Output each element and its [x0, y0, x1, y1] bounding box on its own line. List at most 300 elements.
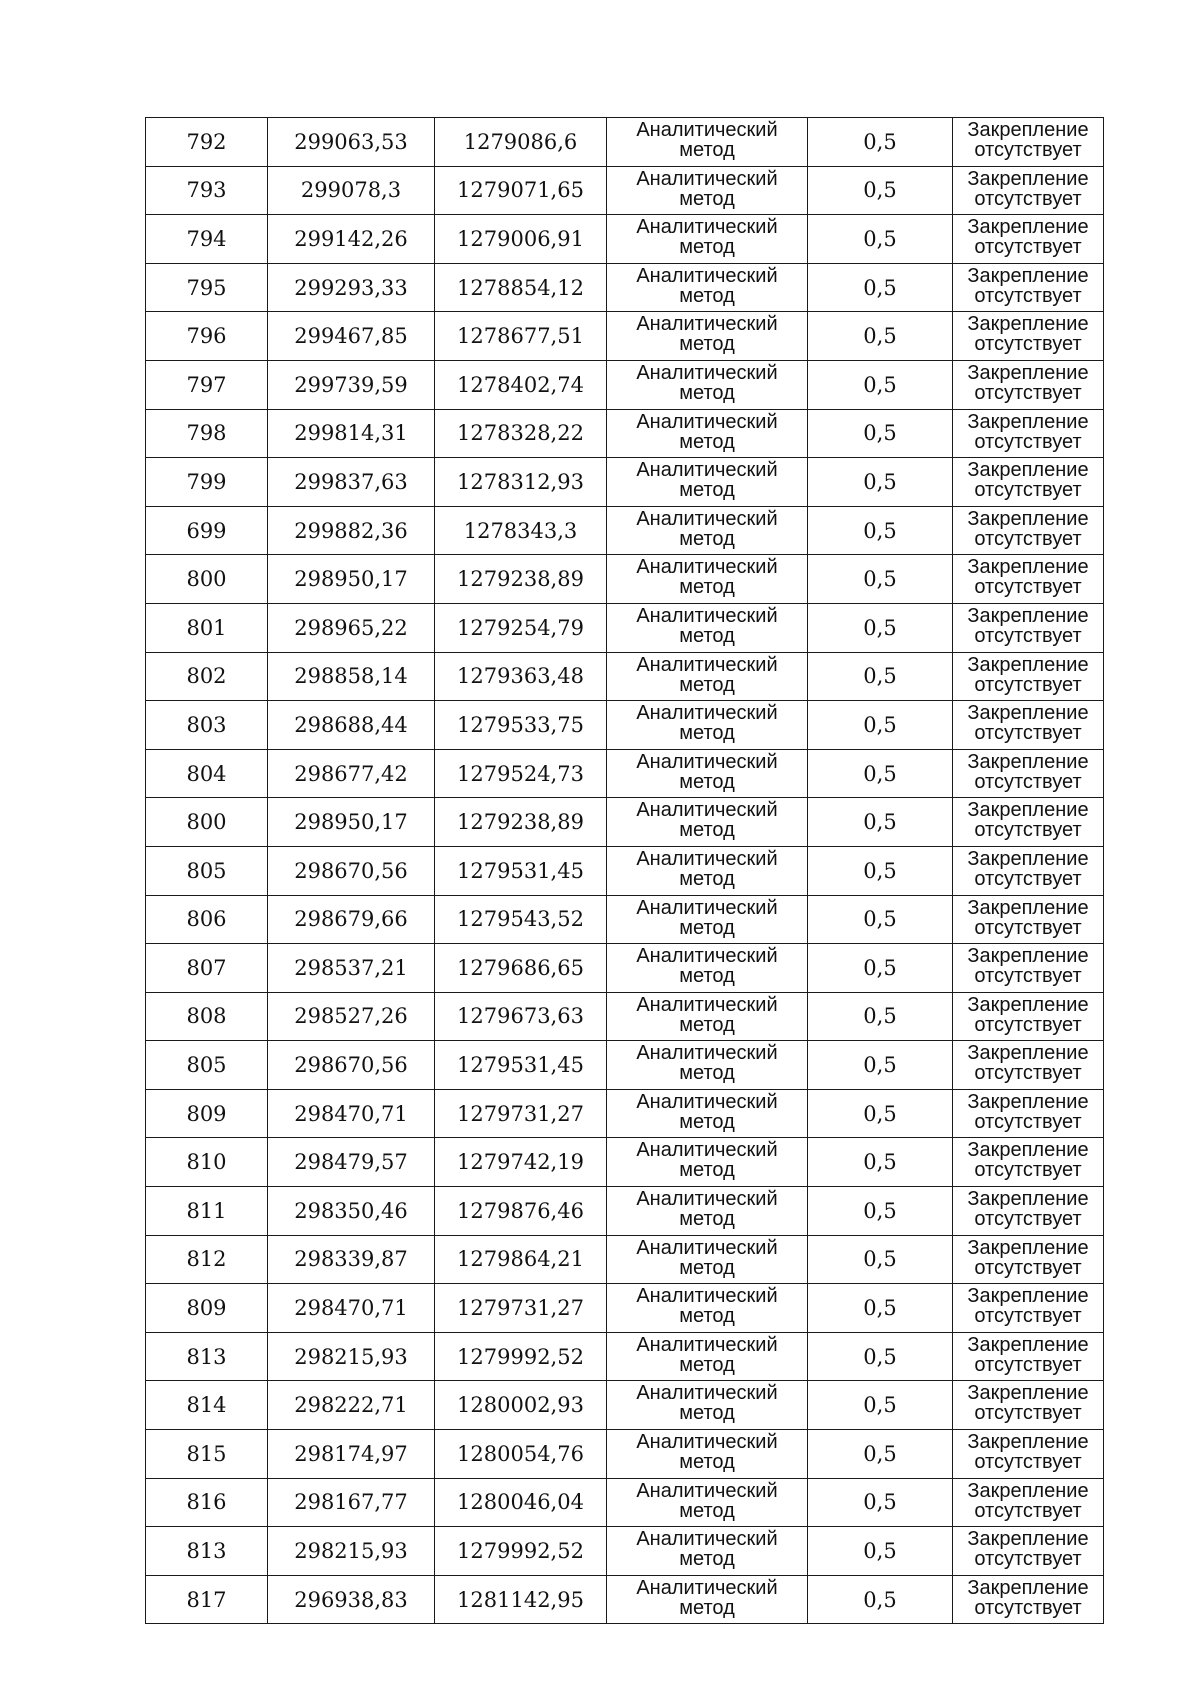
fixation-cell: [953, 749, 1104, 798]
point-number-cell: 804: [146, 749, 268, 798]
method-cell: [607, 603, 808, 652]
fixation-line: Закрепление: [967, 1576, 1089, 1599]
point-number-cell: 810: [146, 1138, 268, 1187]
fixation-line: Закрепление: [967, 361, 1089, 384]
fixation-cell: [953, 263, 1104, 312]
method-line: метод: [679, 479, 735, 502]
accuracy-cell: 0,5: [808, 603, 953, 652]
x-coordinate-cell: 298350,46: [268, 1187, 435, 1236]
fixation-line: отсутствует: [974, 1110, 1082, 1133]
accuracy-cell: 0,5: [808, 1187, 953, 1236]
method-line: метод: [679, 673, 735, 696]
method-line: метод: [679, 624, 735, 647]
accuracy-cell: 0,5: [808, 458, 953, 507]
accuracy-cell: 0,5: [808, 895, 953, 944]
coordinates-table-body: [146, 118, 1104, 1624]
fixation-cell: [953, 312, 1104, 361]
fixation-cell: [953, 944, 1104, 993]
accuracy-cell: 0,5: [808, 1138, 953, 1187]
fixation-cell: [953, 1284, 1104, 1333]
x-coordinate-cell: 298339,87: [268, 1235, 435, 1284]
method-line: метод: [679, 333, 735, 356]
point-number-cell: 798: [146, 409, 268, 458]
method-line: метод: [679, 1013, 735, 1036]
method-line: Аналитический: [636, 1042, 778, 1065]
method-line: Аналитический: [636, 556, 778, 579]
fixation-line: отсутствует: [974, 381, 1082, 404]
point-number-cell: 797: [146, 360, 268, 409]
x-coordinate-cell: 299078,3: [268, 166, 435, 215]
fixation-line: Закрепление: [967, 1382, 1089, 1405]
method-line: метод: [679, 722, 735, 745]
method-cell: [607, 701, 808, 750]
y-coordinate-cell: 1281142,95: [435, 1575, 607, 1624]
method-cell: [607, 1575, 808, 1624]
point-number-cell: 796: [146, 312, 268, 361]
table-row: [146, 1478, 1104, 1527]
method-line: метод: [679, 965, 735, 988]
accuracy-cell: 0,5: [808, 652, 953, 701]
x-coordinate-cell: 298222,71: [268, 1381, 435, 1430]
method-cell: [607, 944, 808, 993]
method-cell: [607, 458, 808, 507]
method-line: метод: [679, 381, 735, 404]
table-row: [146, 1381, 1104, 1430]
method-line: метод: [679, 1596, 735, 1619]
method-line: Аналитический: [636, 1382, 778, 1405]
table-row: [146, 458, 1104, 507]
fixation-cell: [953, 798, 1104, 847]
fixation-line: отсутствует: [974, 333, 1082, 356]
x-coordinate-cell: 298470,71: [268, 1089, 435, 1138]
fixation-cell: [953, 555, 1104, 604]
table-row: [146, 944, 1104, 993]
accuracy-cell: 0,5: [808, 1381, 953, 1430]
x-coordinate-cell: 299293,33: [268, 263, 435, 312]
fixation-line: отсутствует: [974, 1305, 1082, 1328]
x-coordinate-cell: 298950,17: [268, 798, 435, 847]
fixation-cell: [953, 1138, 1104, 1187]
fixation-line: отсутствует: [974, 673, 1082, 696]
table-row: [146, 1575, 1104, 1624]
y-coordinate-cell: 1279363,48: [435, 652, 607, 701]
y-coordinate-cell: 1279686,65: [435, 944, 607, 993]
accuracy-cell: 0,5: [808, 166, 953, 215]
fixation-line: Закрепление: [967, 1479, 1089, 1502]
fixation-line: отсутствует: [974, 1013, 1082, 1036]
method-line: метод: [679, 430, 735, 453]
fixation-cell: [953, 1187, 1104, 1236]
fixation-line: отсутствует: [974, 965, 1082, 988]
table-row: [146, 1284, 1104, 1333]
x-coordinate-cell: 298858,14: [268, 652, 435, 701]
point-number-cell: 816: [146, 1478, 268, 1527]
fixation-line: отсутствует: [974, 139, 1082, 161]
fixation-line: отсутствует: [974, 1353, 1082, 1376]
method-cell: [607, 506, 808, 555]
method-line: Аналитический: [636, 1139, 778, 1162]
fixation-line: отсутствует: [974, 187, 1082, 210]
fixation-line: Закрепление: [967, 1090, 1089, 1113]
accuracy-cell: 0,5: [808, 312, 953, 361]
y-coordinate-cell: 1279006,91: [435, 215, 607, 264]
table-row: [146, 1089, 1104, 1138]
fixation-line: Закрепление: [967, 604, 1089, 627]
fixation-line: отсутствует: [974, 1159, 1082, 1182]
fixation-line: отсутствует: [974, 916, 1082, 939]
method-line: Аналитический: [636, 216, 778, 239]
fixation-cell: [953, 1332, 1104, 1381]
fixation-line: Закрепление: [967, 799, 1089, 822]
y-coordinate-cell: 1280002,93: [435, 1381, 607, 1430]
fixation-line: отсутствует: [974, 1208, 1082, 1231]
x-coordinate-cell: 298527,26: [268, 992, 435, 1041]
point-number-cell: 808: [146, 992, 268, 1041]
x-coordinate-cell: 298688,44: [268, 701, 435, 750]
point-number-cell: 805: [146, 1041, 268, 1090]
point-number-cell: 813: [146, 1332, 268, 1381]
method-cell: [607, 1284, 808, 1333]
method-cell: [607, 992, 808, 1041]
table-row: [146, 409, 1104, 458]
x-coordinate-cell: 298537,21: [268, 944, 435, 993]
fixation-line: Закрепление: [967, 847, 1089, 870]
fixation-line: Закрепление: [967, 507, 1089, 530]
method-cell: [607, 1430, 808, 1479]
table-row: [146, 1430, 1104, 1479]
method-line: Аналитический: [636, 119, 778, 141]
method-line: Аналитический: [636, 1188, 778, 1211]
accuracy-cell: 0,5: [808, 555, 953, 604]
table-row: [146, 263, 1104, 312]
fixation-cell: [953, 1381, 1104, 1430]
table-row: [146, 1138, 1104, 1187]
table-row: [146, 846, 1104, 895]
method-line: метод: [679, 916, 735, 939]
method-cell: [607, 409, 808, 458]
x-coordinate-cell: 298215,93: [268, 1332, 435, 1381]
point-number-cell: 795: [146, 263, 268, 312]
point-number-cell: 807: [146, 944, 268, 993]
fixation-line: Закрепление: [967, 896, 1089, 919]
method-cell: [607, 215, 808, 264]
x-coordinate-cell: 298470,71: [268, 1284, 435, 1333]
method-line: метод: [679, 139, 735, 161]
method-line: метод: [679, 1402, 735, 1425]
accuracy-cell: 0,5: [808, 798, 953, 847]
fixation-cell: [953, 652, 1104, 701]
method-line: метод: [679, 187, 735, 210]
method-line: Аналитический: [636, 264, 778, 287]
fixation-line: отсутствует: [974, 479, 1082, 502]
point-number-cell: 794: [146, 215, 268, 264]
x-coordinate-cell: 298670,56: [268, 1041, 435, 1090]
method-cell: [607, 118, 808, 167]
method-cell: [607, 312, 808, 361]
accuracy-cell: 0,5: [808, 1332, 953, 1381]
method-line: метод: [679, 236, 735, 259]
table-row: [146, 1332, 1104, 1381]
method-cell: [607, 263, 808, 312]
accuracy-cell: 0,5: [808, 992, 953, 1041]
x-coordinate-cell: 296938,83: [268, 1575, 435, 1624]
method-line: Аналитический: [636, 702, 778, 725]
point-number-cell: 811: [146, 1187, 268, 1236]
table-row: [146, 701, 1104, 750]
point-number-cell: 699: [146, 506, 268, 555]
x-coordinate-cell: 299063,53: [268, 118, 435, 167]
y-coordinate-cell: 1279731,27: [435, 1284, 607, 1333]
fixation-cell: [953, 215, 1104, 264]
method-cell: [607, 1138, 808, 1187]
x-coordinate-cell: 298679,66: [268, 895, 435, 944]
y-coordinate-cell: 1278328,22: [435, 409, 607, 458]
method-line: метод: [679, 770, 735, 793]
method-cell: [607, 1527, 808, 1576]
method-cell: [607, 846, 808, 895]
method-line: Аналитический: [636, 799, 778, 822]
x-coordinate-cell: 298965,22: [268, 603, 435, 652]
fixation-line: отсутствует: [974, 624, 1082, 647]
method-cell: [607, 1381, 808, 1430]
y-coordinate-cell: 1279238,89: [435, 798, 607, 847]
fixation-line: отсутствует: [974, 1548, 1082, 1571]
fixation-cell: [953, 895, 1104, 944]
accuracy-cell: 0,5: [808, 1041, 953, 1090]
fixation-line: Закрепление: [967, 1528, 1089, 1551]
method-cell: [607, 1089, 808, 1138]
coordinates-table: [145, 117, 1104, 1624]
point-number-cell: 805: [146, 846, 268, 895]
fixation-line: Закрепление: [967, 653, 1089, 676]
fixation-line: Закрепление: [967, 264, 1089, 287]
table-row: [146, 1041, 1104, 1090]
fixation-line: Закрепление: [967, 459, 1089, 482]
y-coordinate-cell: 1280054,76: [435, 1430, 607, 1479]
method-cell: [607, 1332, 808, 1381]
point-number-cell: 817: [146, 1575, 268, 1624]
fixation-line: отсутствует: [974, 430, 1082, 453]
fixation-line: Закрепление: [967, 216, 1089, 239]
fixation-line: Закрепление: [967, 1139, 1089, 1162]
y-coordinate-cell: 1279731,27: [435, 1089, 607, 1138]
y-coordinate-cell: 1279071,65: [435, 166, 607, 215]
point-number-cell: 813: [146, 1527, 268, 1576]
fixation-cell: [953, 1527, 1104, 1576]
method-cell: [607, 895, 808, 944]
point-number-cell: 806: [146, 895, 268, 944]
fixation-cell: [953, 1575, 1104, 1624]
point-number-cell: 801: [146, 603, 268, 652]
fixation-line: Закрепление: [967, 313, 1089, 336]
fixation-cell: [953, 506, 1104, 555]
point-number-cell: 809: [146, 1089, 268, 1138]
fixation-cell: [953, 118, 1104, 167]
accuracy-cell: 0,5: [808, 1284, 953, 1333]
x-coordinate-cell: 298950,17: [268, 555, 435, 604]
y-coordinate-cell: 1279992,52: [435, 1527, 607, 1576]
x-coordinate-cell: 299882,36: [268, 506, 435, 555]
fixation-line: отсутствует: [974, 576, 1082, 599]
y-coordinate-cell: 1279533,75: [435, 701, 607, 750]
method-line: Аналитический: [636, 1576, 778, 1599]
accuracy-cell: 0,5: [808, 944, 953, 993]
y-coordinate-cell: 1278402,74: [435, 360, 607, 409]
method-line: метод: [679, 1451, 735, 1474]
fixation-cell: [953, 846, 1104, 895]
accuracy-cell: 0,5: [808, 1478, 953, 1527]
method-line: метод: [679, 1353, 735, 1376]
table-row: [146, 652, 1104, 701]
method-line: Аналитический: [636, 313, 778, 336]
accuracy-cell: 0,5: [808, 701, 953, 750]
fixation-line: отсутствует: [974, 527, 1082, 550]
table-row: [146, 1235, 1104, 1284]
method-line: Аналитический: [636, 847, 778, 870]
method-cell: [607, 1478, 808, 1527]
point-number-cell: 800: [146, 798, 268, 847]
method-cell: [607, 1235, 808, 1284]
point-number-cell: 812: [146, 1235, 268, 1284]
method-line: метод: [679, 1208, 735, 1231]
method-line: метод: [679, 527, 735, 550]
y-coordinate-cell: 1279531,45: [435, 846, 607, 895]
x-coordinate-cell: 299739,59: [268, 360, 435, 409]
method-line: Аналитический: [636, 410, 778, 433]
method-line: метод: [679, 819, 735, 842]
accuracy-cell: 0,5: [808, 1430, 953, 1479]
table-row: [146, 166, 1104, 215]
fixation-line: отсутствует: [974, 1402, 1082, 1425]
fixation-line: Закрепление: [967, 410, 1089, 433]
method-line: метод: [679, 1159, 735, 1182]
y-coordinate-cell: 1279876,46: [435, 1187, 607, 1236]
method-line: метод: [679, 1305, 735, 1328]
method-line: метод: [679, 1110, 735, 1133]
accuracy-cell: 0,5: [808, 506, 953, 555]
point-number-cell: 809: [146, 1284, 268, 1333]
table-row: [146, 603, 1104, 652]
method-line: Аналитический: [636, 945, 778, 968]
method-line: Аналитический: [636, 604, 778, 627]
fixation-cell: [953, 1089, 1104, 1138]
x-coordinate-cell: 299467,85: [268, 312, 435, 361]
fixation-line: отсутствует: [974, 722, 1082, 745]
method-cell: [607, 1187, 808, 1236]
method-line: метод: [679, 867, 735, 890]
fixation-line: Закрепление: [967, 750, 1089, 773]
fixation-cell: [953, 166, 1104, 215]
fixation-cell: [953, 458, 1104, 507]
fixation-line: отсутствует: [974, 236, 1082, 259]
fixation-cell: [953, 701, 1104, 750]
x-coordinate-cell: 298479,57: [268, 1138, 435, 1187]
method-line: метод: [679, 1548, 735, 1571]
method-line: Аналитический: [636, 896, 778, 919]
table-row: [146, 118, 1104, 167]
fixation-line: Закрепление: [967, 119, 1089, 141]
fixation-line: отсутствует: [974, 1499, 1082, 1522]
fixation-line: Закрепление: [967, 1236, 1089, 1259]
fixation-line: отсутствует: [974, 867, 1082, 890]
method-line: Аналитический: [636, 1333, 778, 1356]
method-cell: [607, 798, 808, 847]
method-cell: [607, 652, 808, 701]
x-coordinate-cell: 299142,26: [268, 215, 435, 264]
y-coordinate-cell: 1280046,04: [435, 1478, 607, 1527]
method-cell: [607, 555, 808, 604]
y-coordinate-cell: 1278312,93: [435, 458, 607, 507]
fixation-line: Закрепление: [967, 702, 1089, 725]
method-line: Аналитический: [636, 459, 778, 482]
accuracy-cell: 0,5: [808, 846, 953, 895]
point-number-cell: 793: [146, 166, 268, 215]
method-cell: [607, 166, 808, 215]
fixation-line: Закрепление: [967, 945, 1089, 968]
fixation-cell: [953, 1041, 1104, 1090]
accuracy-cell: 0,5: [808, 749, 953, 798]
fixation-cell: [953, 1430, 1104, 1479]
fixation-line: отсутствует: [974, 1451, 1082, 1474]
method-line: Аналитический: [636, 1236, 778, 1259]
table-row: [146, 895, 1104, 944]
method-line: Аналитический: [636, 653, 778, 676]
fixation-cell: [953, 360, 1104, 409]
y-coordinate-cell: 1279992,52: [435, 1332, 607, 1381]
x-coordinate-cell: 299837,63: [268, 458, 435, 507]
method-line: Аналитический: [636, 1479, 778, 1502]
table-row: [146, 506, 1104, 555]
y-coordinate-cell: 1278343,3: [435, 506, 607, 555]
table-row: [146, 798, 1104, 847]
fixation-cell: [953, 1235, 1104, 1284]
y-coordinate-cell: 1279742,19: [435, 1138, 607, 1187]
method-line: Аналитический: [636, 507, 778, 530]
point-number-cell: 815: [146, 1430, 268, 1479]
fixation-cell: [953, 409, 1104, 458]
y-coordinate-cell: 1279238,89: [435, 555, 607, 604]
accuracy-cell: 0,5: [808, 215, 953, 264]
x-coordinate-cell: 298670,56: [268, 846, 435, 895]
method-line: Аналитический: [636, 1090, 778, 1113]
fixation-line: отсутствует: [974, 1062, 1082, 1085]
method-line: Аналитический: [636, 750, 778, 773]
accuracy-cell: 0,5: [808, 360, 953, 409]
point-number-cell: 792: [146, 118, 268, 167]
fixation-line: Закрепление: [967, 556, 1089, 579]
fixation-cell: [953, 603, 1104, 652]
method-line: Аналитический: [636, 1528, 778, 1551]
method-line: Аналитический: [636, 993, 778, 1016]
method-line: Аналитический: [636, 1285, 778, 1308]
accuracy-cell: 0,5: [808, 1527, 953, 1576]
method-line: метод: [679, 1499, 735, 1522]
y-coordinate-cell: 1279673,63: [435, 992, 607, 1041]
y-coordinate-cell: 1278854,12: [435, 263, 607, 312]
x-coordinate-cell: 299814,31: [268, 409, 435, 458]
accuracy-cell: 0,5: [808, 118, 953, 167]
method-line: метод: [679, 284, 735, 307]
y-coordinate-cell: 1278677,51: [435, 312, 607, 361]
fixation-line: Закрепление: [967, 167, 1089, 190]
fixation-line: Закрепление: [967, 1188, 1089, 1211]
table-row: [146, 992, 1104, 1041]
y-coordinate-cell: 1279864,21: [435, 1235, 607, 1284]
fixation-cell: [953, 992, 1104, 1041]
fixation-line: Закрепление: [967, 1333, 1089, 1356]
y-coordinate-cell: 1279531,45: [435, 1041, 607, 1090]
y-coordinate-cell: 1279086,6: [435, 118, 607, 167]
